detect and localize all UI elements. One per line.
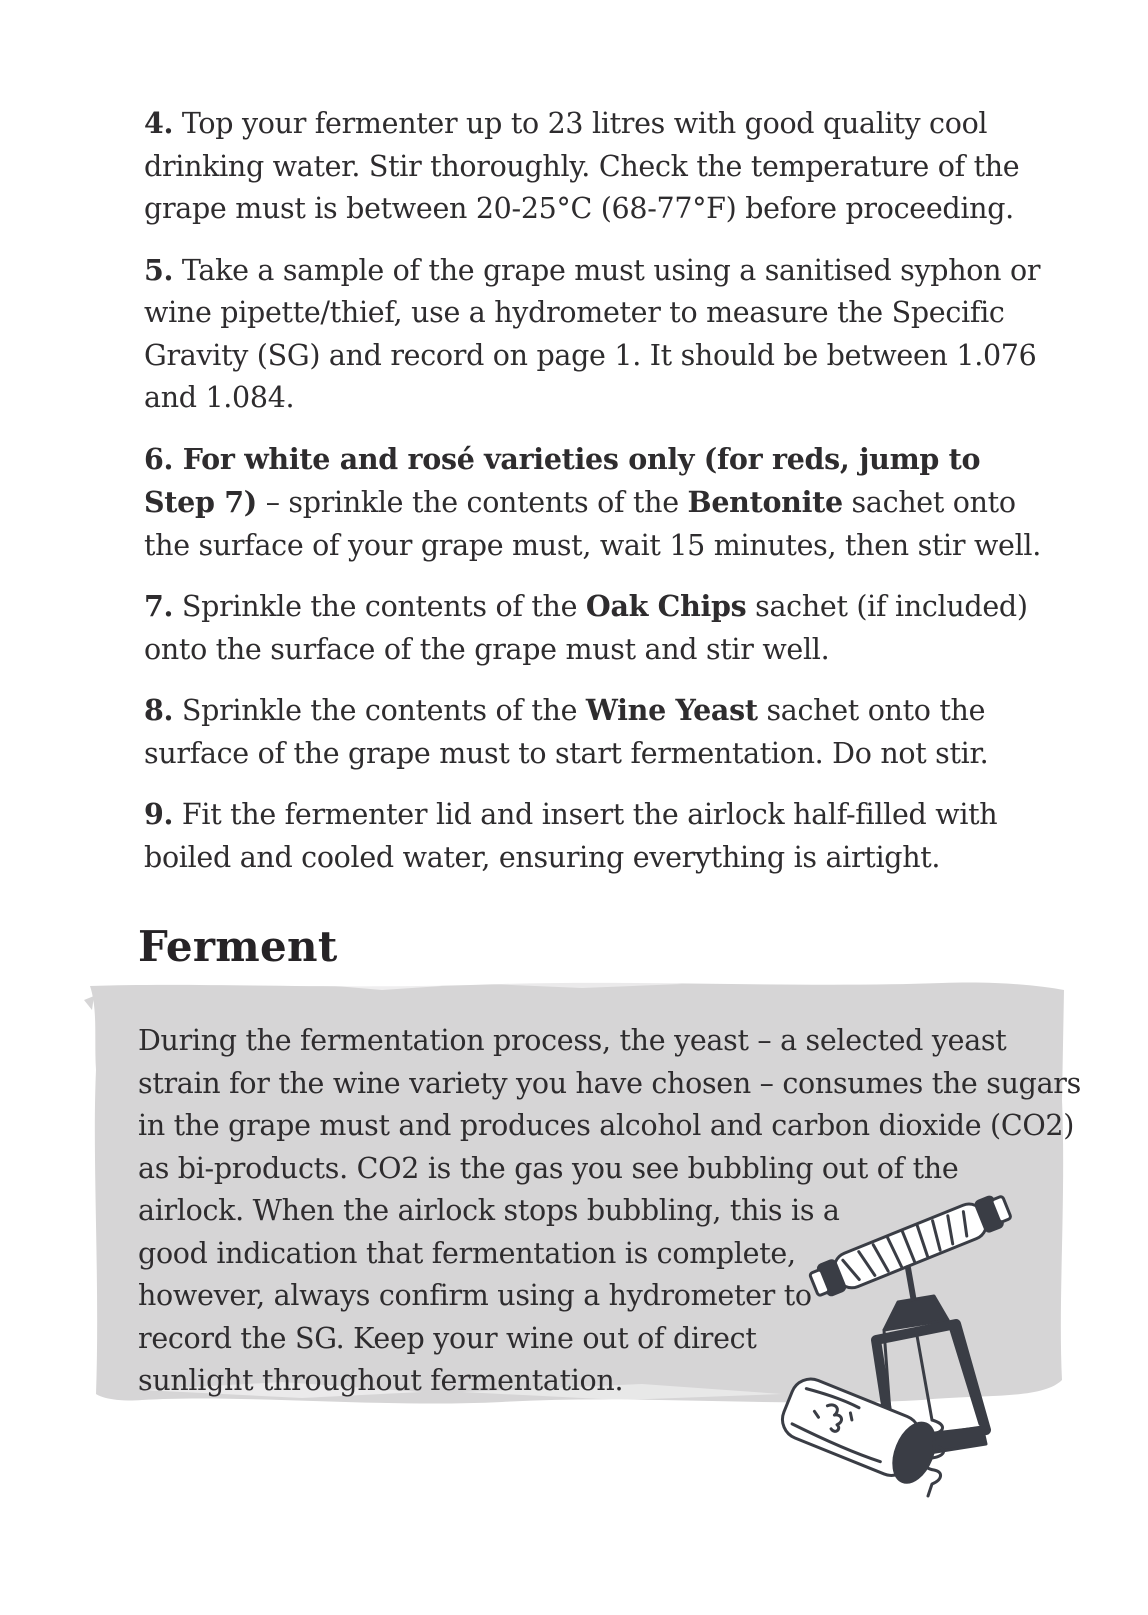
text-line: During the fermentation process, the yeast – a selected yeast [138, 1024, 1007, 1057]
step-5 [144, 249, 1044, 420]
text-line: good indication that fermentation is complete, [138, 1236, 796, 1270]
step-text: Sprinkle the contents of the [173, 590, 586, 623]
text-line: however, always confirm using a hydrometer to [138, 1279, 812, 1312]
step-text: Sprinkle the contents of the [173, 694, 586, 727]
ingredient-name: Oak Chips [585, 589, 747, 623]
step-4 [144, 102, 1044, 231]
step-text: Fit the fermenter lid and insert the airlock half-filled with boiled and cooled water, ensuring everything is airtight. [144, 798, 998, 874]
step-number: 7. [144, 589, 174, 623]
text-line: strain for the wine variety you have chosen – consumes the sugars [138, 1066, 1081, 1100]
step-text: Top your fermenter up to 23 litres with good quality cool drinking water. Stir thoroughly. Check the temperature of the grape must is between 20-25°C (68-77°F) before proceeding. [144, 107, 1020, 225]
step-text: sachet (if included) onto the surface of the grape must and stir well. [144, 590, 1028, 666]
step-number: 8. [144, 693, 174, 727]
step-6 [144, 438, 1044, 568]
step-text: sachet onto the surface of the grape must to start fermentation. Do not stir. [144, 694, 989, 770]
ferment-heading: Ferment [138, 922, 338, 971]
instruction-steps [144, 102, 1044, 897]
step-number: 5. [144, 252, 174, 287]
ingredient-name: Bentonite [687, 485, 843, 519]
step-text: – sprinkle the contents of the [256, 486, 688, 519]
step-text: Take a sample of the grape must using a sanitised syphon or wine pipette/thief, use a hydrometer to measure the Specific Gravity (SG) and record on page 1. It should be between 1.076 and 1.084. [144, 253, 1041, 414]
step-8 [144, 689, 1044, 775]
text-line: sunlight throughout fermentation. [138, 1364, 624, 1397]
corkscrew-and-cork-icon [780, 1180, 1080, 1520]
text-line: record the SG. Keep your wine out of direct [138, 1321, 757, 1355]
step-number: 4. [144, 106, 174, 140]
text-line: airlock. When the airlock stops bubbling, this is a [138, 1194, 840, 1227]
step-number: 9. [144, 797, 174, 831]
step-text: sachet onto the surface of your grape must, wait 15 minutes, then stir well. [144, 486, 1042, 562]
text-line: as bi-products. CO2 is the gas you see bubbling out of the [138, 1151, 959, 1185]
step-7 [144, 585, 1044, 671]
text-line: in the grape must and produces alcohol and carbon dioxide (CO2) [138, 1109, 1075, 1142]
ingredient-name: Wine Yeast [585, 693, 758, 727]
step-number: 6. For white and rosé varieties only (for reds, jump to Step 7) [144, 441, 981, 519]
step-9 [144, 793, 1044, 879]
